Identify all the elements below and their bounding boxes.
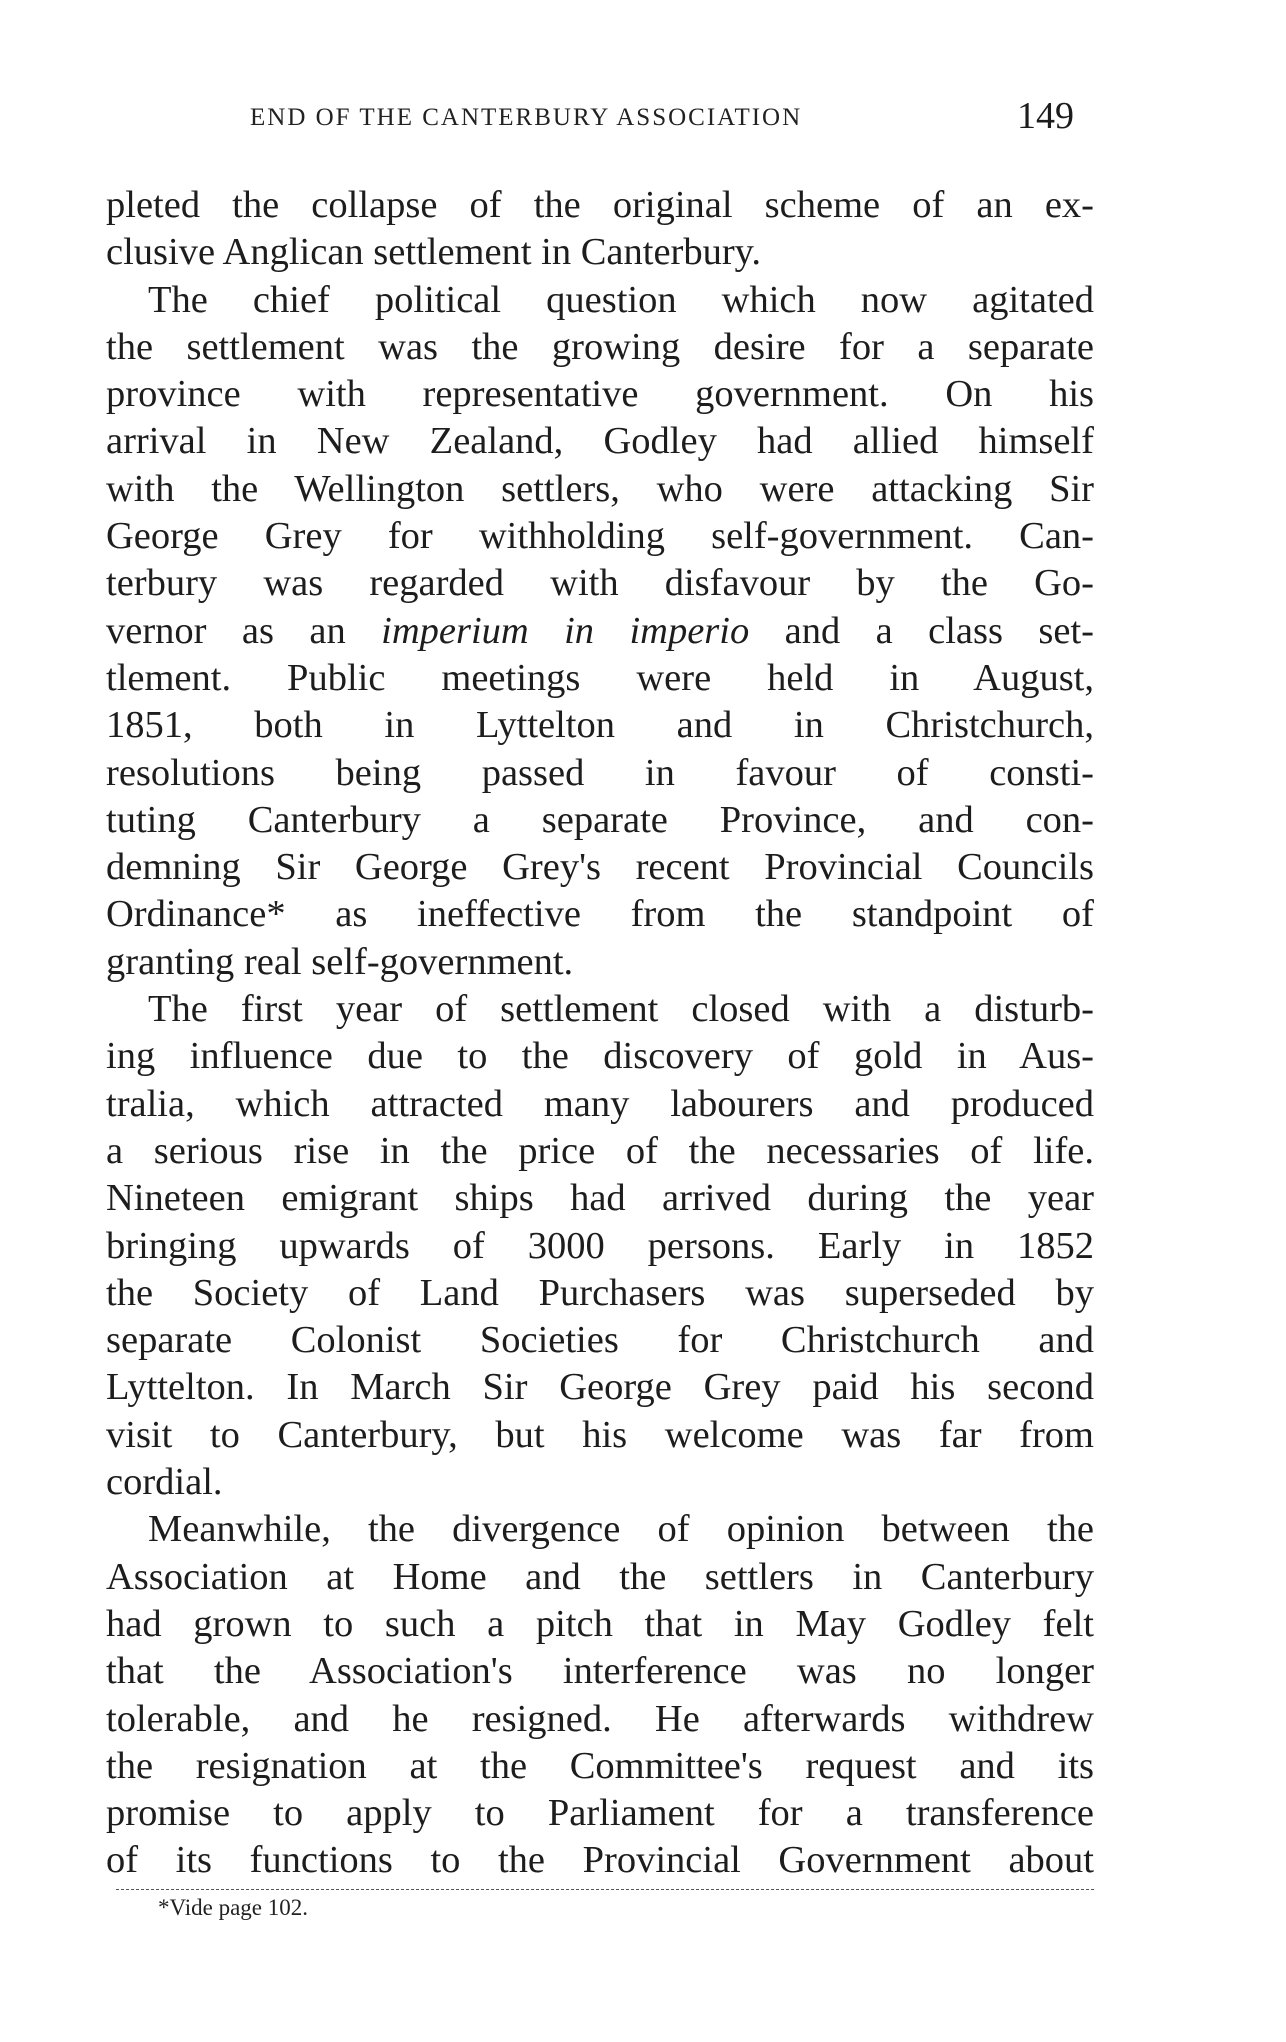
text-line: that the Association's interference was no longer <box>106 1650 1094 1693</box>
text-line: tolerable, and he resigned. He afterwards withdrew <box>106 1697 1094 1740</box>
text-line: arrival in New Zealand, Godley had allied himself <box>106 420 1094 463</box>
text-line: ing influence due to the discovery of gold in Aus- <box>106 1035 1094 1078</box>
text-line: tralia, which attracted many labourers and produced <box>106 1082 1094 1125</box>
text-line: George Grey for withholding self-government. Can- <box>106 515 1094 558</box>
running-head: END OF THE CANTERBURY ASSOCIATION <box>250 104 803 131</box>
footnote-divider <box>116 1889 1094 1890</box>
text-line: promise to apply to Parliament for a transference <box>106 1792 1094 1835</box>
text-line-italic: vernor as an imperium in imperio and a class set- <box>106 609 1094 652</box>
italic-phrase: imperium in imperio <box>381 609 750 652</box>
text-line: resolutions being passed in favour of consti- <box>106 751 1094 794</box>
text-line: 1851, both in Lyttelton and in Christchurch, <box>106 704 1094 747</box>
text-line: bringing upwards of 3000 persons. Early in 1852 <box>106 1224 1094 1267</box>
text-line: the settlement was the growing desire for a separate <box>106 325 1094 368</box>
text-line: Nineteen emigrant ships had arrived during the year <box>106 1177 1094 1220</box>
text-line: a serious rise in the price of the necessaries of life. <box>106 1129 1094 1172</box>
text-line: had grown to such a pitch that in May Godley felt <box>106 1602 1094 1645</box>
text-line: province with representative government. On his <box>106 373 1094 416</box>
footnote: *Vide page 102. <box>158 1895 308 1920</box>
text-line: tuting Canterbury a separate Province, and con- <box>106 798 1094 841</box>
text-line: Meanwhile, the divergence of opinion between the <box>148 1508 1094 1551</box>
text-line: the resignation at the Committee's request and its <box>106 1744 1094 1787</box>
text-line: clusive Anglican settlement in Canterbury. <box>106 231 762 274</box>
text-line: visit to Canterbury, but his welcome was far from <box>106 1413 1094 1456</box>
text-line: Lyttelton. In March Sir George Grey paid his second <box>106 1366 1094 1409</box>
text-line: cordial. <box>106 1461 223 1504</box>
text-line: separate Colonist Societies for Christchurch and <box>106 1319 1094 1362</box>
text-line: with the Wellington settlers, who were attacking Sir <box>106 467 1094 510</box>
text-line: granting real self-government. <box>106 940 574 983</box>
text-line: demning Sir George Grey's recent Provincial Councils <box>106 846 1094 889</box>
text-line: pleted the collapse of the original scheme of an ex- <box>106 184 1094 226</box>
text-line: The first year of settlement closed with a disturb- <box>148 988 1094 1031</box>
text-line: Association at Home and the settlers in Canterbury <box>106 1555 1094 1598</box>
text-line: the Society of Land Purchasers was superseded by <box>106 1271 1094 1314</box>
page-number: 149 <box>1017 95 1074 137</box>
text-line: Ordinance* as ineffective from the standpoint of <box>106 893 1094 936</box>
text-line: The chief political question which now agitated <box>148 278 1094 321</box>
text-line: tlement. Public meetings were held in August, <box>106 656 1094 699</box>
body-text <box>106 182 1094 1885</box>
text-line: of its functions to the Provincial Government about <box>106 1839 1094 1882</box>
text-line: terbury was regarded with disfavour by the Go- <box>106 562 1094 605</box>
